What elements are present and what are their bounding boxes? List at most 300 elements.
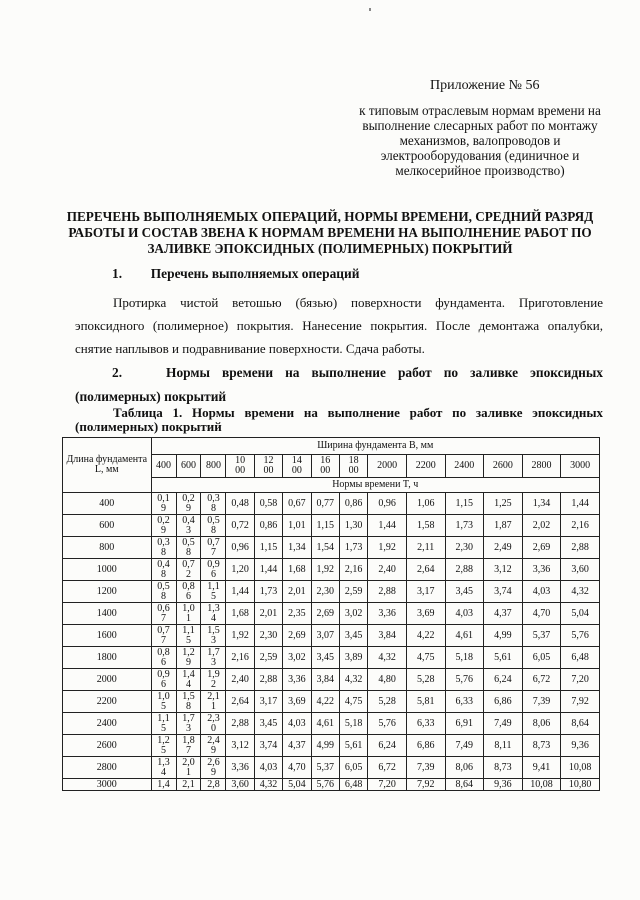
norm-value: 1,15 <box>207 580 220 602</box>
table-row <box>63 757 600 779</box>
norm-value: 4,99 <box>494 629 512 641</box>
norm-value: 0,67 <box>157 602 170 624</box>
norm-value-cell <box>484 603 523 625</box>
norm-value-cell <box>201 713 226 735</box>
norm-value-cell <box>226 735 254 757</box>
norm-value: 3,45 <box>259 717 278 729</box>
table-row <box>63 713 600 735</box>
length-cell: 1400 <box>63 603 152 625</box>
norm-value-cell <box>226 603 254 625</box>
norm-value: 7,20 <box>378 778 396 790</box>
norm-value-cell <box>561 559 600 581</box>
norm-value: 1,01 <box>288 519 306 531</box>
norm-value-cell <box>561 537 600 559</box>
norm-value: 2,59 <box>344 585 363 597</box>
table-row <box>63 493 600 515</box>
width-col-label: 2800 <box>531 460 552 471</box>
norm-value: 3,69 <box>288 695 306 707</box>
norm-value: 4,03 <box>532 585 551 597</box>
norm-value-cell <box>201 603 226 625</box>
length-cell: 1600 <box>63 625 152 647</box>
norm-value-cell <box>561 735 600 757</box>
norm-value-cell <box>176 757 201 779</box>
norm-value: 1,44 <box>182 668 195 690</box>
width-col-header <box>445 455 484 478</box>
length-cell: 2800 <box>63 757 152 779</box>
norm-value-cell <box>522 735 561 757</box>
norm-value: 2,1 <box>182 778 195 790</box>
norm-value-cell <box>484 691 523 713</box>
norm-value: 3,69 <box>416 607 435 619</box>
norm-value-cell <box>283 647 311 669</box>
norm-value: 1,68 <box>288 563 306 575</box>
norm-value-cell <box>151 735 176 757</box>
table-row <box>63 603 600 625</box>
norm-value-cell <box>445 603 484 625</box>
width-col-header <box>226 455 254 478</box>
norm-value-cell <box>176 493 201 515</box>
table-row <box>63 691 600 713</box>
width-col-label: 2200 <box>415 460 436 471</box>
norm-value-cell <box>368 625 407 647</box>
norm-value-cell <box>484 537 523 559</box>
norm-value-cell <box>201 493 226 515</box>
norm-value-cell <box>311 691 339 713</box>
norm-value: 5,28 <box>378 695 396 707</box>
norm-value: 1,54 <box>316 541 334 553</box>
norm-value: 4,32 <box>378 651 396 663</box>
norm-value-cell <box>201 515 226 537</box>
norm-value: 1,34 <box>207 602 220 624</box>
norm-value: 1,15 <box>259 541 278 553</box>
norm-value-cell <box>201 581 226 603</box>
norm-value: 3,17 <box>416 585 435 597</box>
norm-value: 1,92 <box>231 629 249 641</box>
norm-value: 2,30 <box>316 585 334 597</box>
norm-value: 4,75 <box>416 651 435 663</box>
norm-value-cell <box>339 581 367 603</box>
norm-value-cell <box>311 625 339 647</box>
norm-value: 1,73 <box>259 585 278 597</box>
norm-value-cell <box>368 691 407 713</box>
norm-value: 6,48 <box>344 778 363 790</box>
norm-value-cell <box>254 691 282 713</box>
width-col-label: 1200 <box>263 455 274 476</box>
norm-value-cell <box>368 647 407 669</box>
norm-value: 1,58 <box>416 519 435 531</box>
norm-value: 8,64 <box>455 778 474 790</box>
norm-value: 4,03 <box>259 761 278 773</box>
norm-value-cell <box>406 647 445 669</box>
norm-value-cell <box>176 735 201 757</box>
norm-value-cell <box>368 779 407 791</box>
norm-value-cell <box>484 515 523 537</box>
norm-value-cell <box>283 515 311 537</box>
width-col-header <box>368 455 407 478</box>
width-col-label: 400 <box>156 460 172 471</box>
norm-value: 0,58 <box>182 536 195 558</box>
width-col-label: 2600 <box>492 460 513 471</box>
width-col-label: 1800 <box>348 455 359 476</box>
norm-value-cell <box>283 735 311 757</box>
norm-value: 2,49 <box>207 734 220 756</box>
norm-value: 1,44 <box>571 497 589 509</box>
norm-value-cell <box>484 779 523 791</box>
norm-value: 1,29 <box>182 646 195 668</box>
norm-value-cell <box>484 625 523 647</box>
norm-value: 1,92 <box>207 668 220 690</box>
norm-value-cell <box>254 757 282 779</box>
norm-value-cell <box>522 559 561 581</box>
norm-value: 8,06 <box>455 761 474 773</box>
norm-value: 5,76 <box>316 778 334 790</box>
norm-value-cell <box>151 713 176 735</box>
norm-value-cell <box>201 735 226 757</box>
norm-value-cell <box>484 581 523 603</box>
norm-value-cell <box>368 559 407 581</box>
section-2-number: 2. <box>112 365 123 380</box>
norm-value-cell <box>151 559 176 581</box>
norm-value: 5,18 <box>455 651 474 663</box>
norm-value-cell <box>283 559 311 581</box>
norm-value-cell <box>176 537 201 559</box>
length-cell: 1000 <box>63 559 152 581</box>
norm-value-cell <box>311 581 339 603</box>
norm-value: 0,48 <box>157 558 170 580</box>
norm-value-cell <box>368 757 407 779</box>
norm-value: 1,05 <box>157 690 170 712</box>
norm-value-cell <box>311 757 339 779</box>
table-row <box>63 515 600 537</box>
norm-value: 4,32 <box>259 778 278 790</box>
norm-value: 1,15 <box>182 624 195 646</box>
norm-value: 6,48 <box>571 651 589 663</box>
norm-value: 4,03 <box>455 607 474 619</box>
norm-value-cell <box>445 735 484 757</box>
norm-value-cell <box>226 691 254 713</box>
norm-value: 1,06 <box>416 497 435 509</box>
norm-value-cell <box>368 713 407 735</box>
norm-value-cell <box>445 515 484 537</box>
norm-value-cell <box>176 779 201 791</box>
norm-value-cell <box>561 713 600 735</box>
norm-value: 7,92 <box>416 778 435 790</box>
norm-value-cell <box>311 559 339 581</box>
norm-value: 5,37 <box>532 629 551 641</box>
length-cell: 2400 <box>63 713 152 735</box>
norm-value: 3,84 <box>378 629 396 641</box>
norm-value: 6,91 <box>455 717 474 729</box>
norm-value: 1,73 <box>182 712 195 734</box>
norm-value: 1,53 <box>207 624 220 646</box>
norm-value-cell <box>522 493 561 515</box>
width-col-label: 2400 <box>454 460 475 471</box>
norm-value: 1,44 <box>259 563 278 575</box>
norm-value: 2,69 <box>207 756 220 778</box>
norm-value-cell <box>226 537 254 559</box>
norm-value-cell <box>368 735 407 757</box>
norm-value-cell <box>406 625 445 647</box>
section-2-title: Нормы времени на выполнение работ по заливке эпоксидных (полимерных) покрытий <box>75 365 603 404</box>
norm-value: 4,61 <box>455 629 474 641</box>
norm-value-cell <box>406 757 445 779</box>
norm-value: 3,02 <box>344 607 363 619</box>
norm-value-cell <box>226 581 254 603</box>
norm-value-cell <box>339 735 367 757</box>
norm-value-cell <box>445 713 484 735</box>
length-cell: 400 <box>63 493 152 515</box>
norm-value: 5,76 <box>571 629 589 641</box>
norm-value-cell <box>283 581 311 603</box>
norm-value-cell <box>311 493 339 515</box>
norm-value: 3,60 <box>231 778 249 790</box>
norm-value-cell <box>484 493 523 515</box>
norm-value: 6,05 <box>532 651 551 663</box>
table-row <box>63 581 600 603</box>
norm-value: 0,58 <box>207 514 220 536</box>
norm-value: 10,08 <box>530 778 553 790</box>
table-row <box>63 559 600 581</box>
norm-value: 9,36 <box>571 739 589 751</box>
norm-value-cell <box>176 515 201 537</box>
norm-value-cell <box>176 647 201 669</box>
norm-value: 3,60 <box>571 563 589 575</box>
norm-value-cell <box>226 625 254 647</box>
norm-value: 0,48 <box>231 497 249 509</box>
norm-value-cell <box>445 669 484 691</box>
norm-value: 2,16 <box>231 651 249 663</box>
norm-value: 6,86 <box>416 739 435 751</box>
table-row <box>63 779 600 791</box>
norm-value: 0,38 <box>207 492 220 514</box>
norm-value: 1,25 <box>494 497 512 509</box>
norm-value: 3,36 <box>288 673 306 685</box>
norm-value-cell <box>339 757 367 779</box>
norm-value: 6,24 <box>378 739 396 751</box>
norm-value-cell <box>484 713 523 735</box>
norm-value-cell <box>226 779 254 791</box>
norm-value: 6,86 <box>494 695 512 707</box>
norm-value: 0,58 <box>259 497 278 509</box>
width-col-header <box>151 455 176 478</box>
norm-value-cell <box>151 603 176 625</box>
section-1-title: Перечень выполняемых операций <box>150 266 360 281</box>
norm-value: 3,12 <box>231 739 249 751</box>
norm-value-cell <box>311 713 339 735</box>
norm-value: 3,45 <box>344 629 363 641</box>
norm-value-cell <box>201 779 226 791</box>
width-col-header <box>283 455 311 478</box>
norm-value-cell <box>406 713 445 735</box>
norm-value-cell <box>201 625 226 647</box>
norm-value-cell <box>368 493 407 515</box>
width-col-label: 3000 <box>570 460 591 471</box>
norm-value-cell <box>311 515 339 537</box>
length-cell: 800 <box>63 537 152 559</box>
norm-value: 2,40 <box>378 563 396 575</box>
width-col-header <box>522 455 561 478</box>
norm-value-cell <box>254 515 282 537</box>
norm-value: 2,88 <box>231 717 249 729</box>
norm-value: 4,22 <box>416 629 435 641</box>
norm-value: 2,11 <box>207 690 220 712</box>
norm-value-cell <box>176 603 201 625</box>
norm-value: 0,77 <box>157 624 170 646</box>
norm-value: 1,20 <box>231 563 249 575</box>
norm-value: 0,96 <box>157 668 170 690</box>
width-col-label: 1400 <box>291 455 302 476</box>
norm-value-cell <box>339 647 367 669</box>
length-cell: 2600 <box>63 735 152 757</box>
norm-value-cell <box>201 559 226 581</box>
norm-value-cell <box>368 603 407 625</box>
norm-value-cell <box>283 713 311 735</box>
norm-value: 3,12 <box>494 563 512 575</box>
norm-value-cell <box>254 493 282 515</box>
width-col-header <box>484 455 523 478</box>
length-cell: 3000 <box>63 779 152 791</box>
norm-value-cell <box>368 581 407 603</box>
norm-value: 2,69 <box>532 541 551 553</box>
norm-value: 8,64 <box>571 717 589 729</box>
norm-value-cell <box>176 669 201 691</box>
norm-value-cell <box>522 603 561 625</box>
norm-value-cell <box>561 647 600 669</box>
norm-value: 1,15 <box>157 712 170 734</box>
norm-value-cell <box>445 757 484 779</box>
norm-value-cell <box>522 647 561 669</box>
norm-value: 6,05 <box>344 761 363 773</box>
norm-value: 7,39 <box>532 695 551 707</box>
norm-value: 0,86 <box>157 646 170 668</box>
width-col-label: 2000 <box>377 460 398 471</box>
width-col-header <box>254 455 282 478</box>
width-col-label: 1600 <box>320 455 331 476</box>
norm-value-cell <box>151 515 176 537</box>
length-header: Длина фундамента L, мм <box>63 438 152 493</box>
norm-value: 1,25 <box>157 734 170 756</box>
norm-value-cell <box>522 757 561 779</box>
norm-value: 2,8 <box>207 778 220 790</box>
norm-value: 9,36 <box>494 778 512 790</box>
length-cell: 600 <box>63 515 152 537</box>
norm-value: 2,01 <box>259 607 278 619</box>
norm-value: 1,44 <box>231 585 249 597</box>
norm-value: 7,39 <box>416 761 435 773</box>
width-header: Ширина фундамента B, мм <box>151 438 599 455</box>
norm-value: 1,73 <box>207 646 220 668</box>
norm-value: 5,61 <box>344 739 363 751</box>
norm-value-cell <box>445 581 484 603</box>
norm-value-cell <box>283 669 311 691</box>
norm-value: 2,02 <box>532 519 551 531</box>
norm-value: 5,04 <box>571 607 589 619</box>
norm-value: 5,76 <box>455 673 474 685</box>
norm-value-cell <box>283 779 311 791</box>
width-col-header <box>339 455 367 478</box>
norm-value: 2,40 <box>231 673 249 685</box>
length-cell: 2200 <box>63 691 152 713</box>
norm-value: 9,41 <box>532 761 551 773</box>
scan-speck <box>369 8 371 11</box>
norm-value-cell <box>445 537 484 559</box>
width-col-label: 800 <box>205 460 221 471</box>
norm-value: 1,87 <box>182 734 195 756</box>
norm-value-cell <box>283 493 311 515</box>
norm-value: 3,84 <box>316 673 334 685</box>
norm-value: 3,36 <box>231 761 249 773</box>
norm-value: 1,68 <box>231 607 249 619</box>
norm-value-cell <box>151 669 176 691</box>
norm-value: 3,07 <box>316 629 334 641</box>
norm-value-cell <box>406 691 445 713</box>
norm-value-cell <box>254 647 282 669</box>
norm-value: 1,92 <box>378 541 396 553</box>
norm-value-cell <box>254 779 282 791</box>
norm-value-cell <box>484 647 523 669</box>
norm-value: 0,96 <box>378 497 396 509</box>
norm-value-cell <box>484 559 523 581</box>
norm-value-cell <box>176 713 201 735</box>
norm-value: 2,30 <box>259 629 278 641</box>
norm-value-cell <box>406 515 445 537</box>
norm-value: 2,11 <box>417 541 435 553</box>
table-row <box>63 669 600 691</box>
width-col-header <box>311 455 339 478</box>
norm-value-cell <box>226 559 254 581</box>
norm-value-cell <box>445 691 484 713</box>
norm-value: 2,16 <box>571 519 589 531</box>
norm-value-cell <box>522 691 561 713</box>
norm-value: 2,30 <box>207 712 220 734</box>
length-cell: 1800 <box>63 647 152 669</box>
norm-value: 1,30 <box>344 519 363 531</box>
norm-value-cell <box>484 735 523 757</box>
norm-value: 1,34 <box>157 756 170 778</box>
norm-value-cell <box>368 669 407 691</box>
norm-value: 2,69 <box>288 629 306 641</box>
norm-value-cell <box>339 603 367 625</box>
norm-value-cell <box>254 713 282 735</box>
norm-value: 2,59 <box>259 651 278 663</box>
norm-value-cell <box>522 669 561 691</box>
norm-value-cell <box>283 625 311 647</box>
norm-value: 2,30 <box>455 541 474 553</box>
norm-value-cell <box>176 691 201 713</box>
norm-value-cell <box>254 581 282 603</box>
norm-value: 4,70 <box>532 607 551 619</box>
norm-value-cell <box>561 603 600 625</box>
norm-value: 3,45 <box>455 585 474 597</box>
norm-value: 3,45 <box>316 651 334 663</box>
norm-value-cell <box>561 779 600 791</box>
document-heading: ПЕРЕЧЕНЬ ВЫПОЛНЯЕМЫХ ОПЕРАЦИЙ, НОРМЫ ВРЕМЕНИ, СРЕДНИЙ РАЗРЯД РАБОТЫ И СОСТАВ ЗВЕНА К НОРМАМ ВРЕМЕНИ НА ВЫПОЛНЕНИЕ РАБОТ ПО ЗАЛИВКЕ ЭПОКСИДНЫХ (ПОЛИМЕРНЫХ) ПОКРЫТИЙ <box>66 209 594 256</box>
norm-value-cell <box>254 669 282 691</box>
norm-value-cell <box>522 713 561 735</box>
norm-value: 5,37 <box>316 761 334 773</box>
norm-value-cell <box>445 493 484 515</box>
norm-value: 5,28 <box>416 673 435 685</box>
length-cell: 1200 <box>63 581 152 603</box>
norm-value-cell <box>406 669 445 691</box>
norm-value-cell <box>176 559 201 581</box>
norm-value-cell <box>201 537 226 559</box>
norm-value-cell <box>339 691 367 713</box>
norm-value-cell <box>406 779 445 791</box>
norm-value-cell <box>311 669 339 691</box>
norm-value-cell <box>484 669 523 691</box>
norm-value: 0,77 <box>316 497 334 509</box>
